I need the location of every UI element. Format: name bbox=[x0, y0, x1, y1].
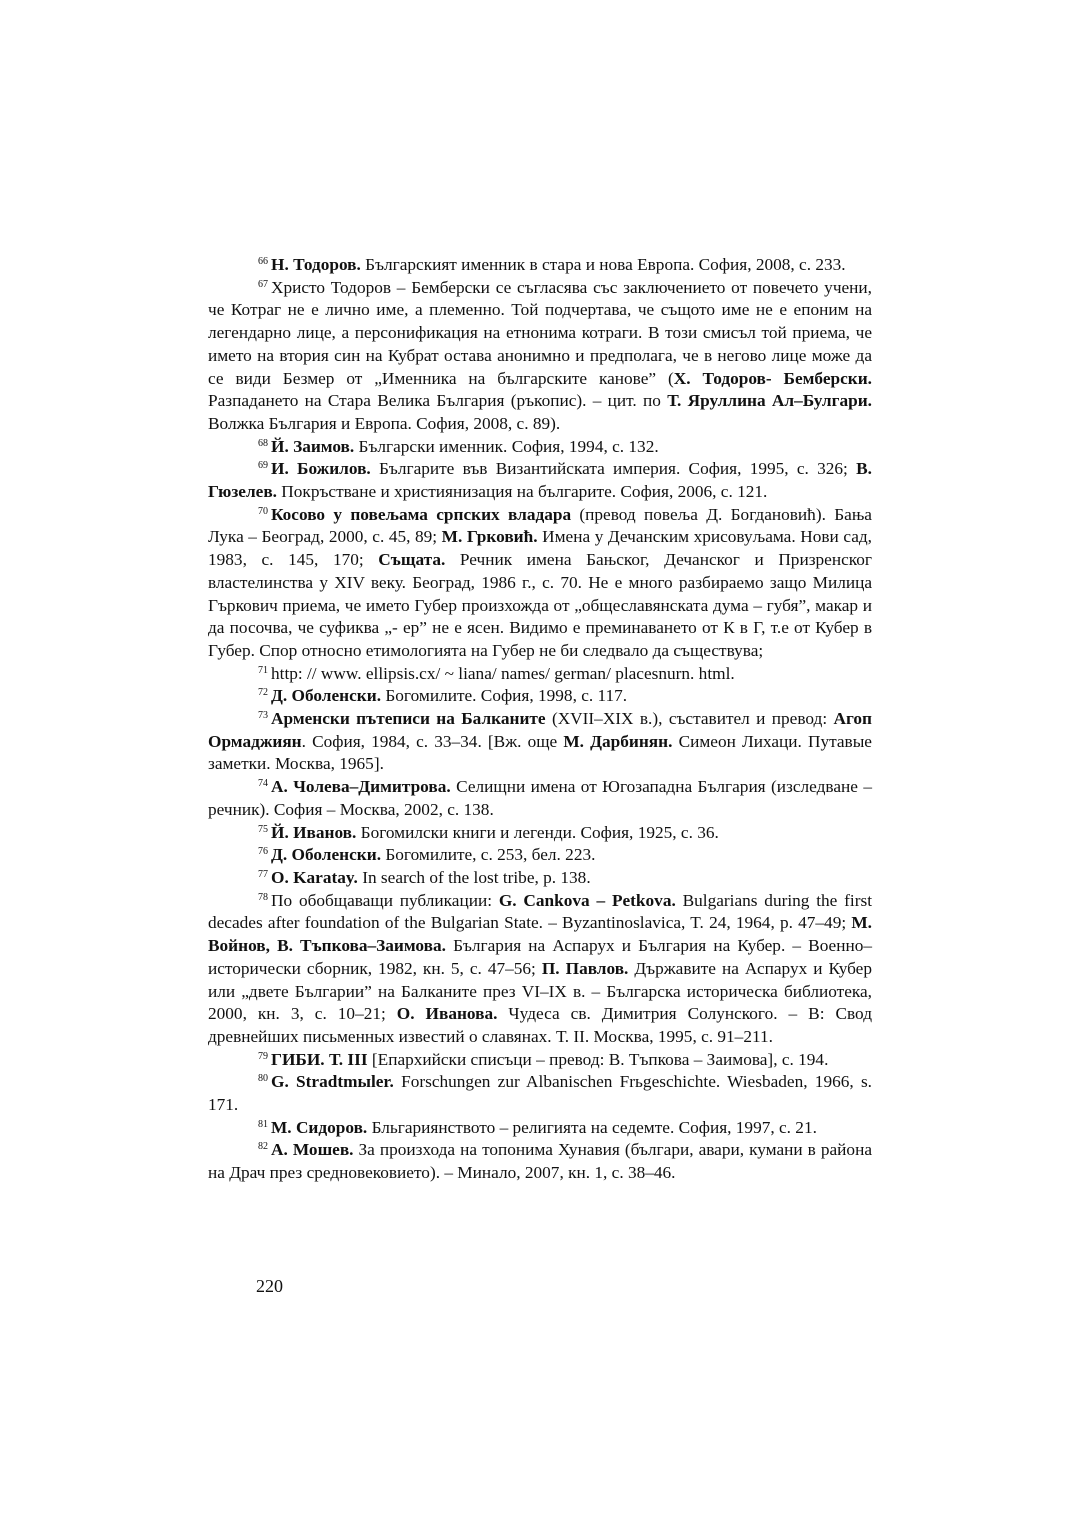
footnote-text: Forschungen zur Albanischen Frьgeschichte. Wiesbaden, 1966, s. 171. bbox=[208, 1072, 872, 1115]
footnote-77 bbox=[208, 867, 872, 890]
footnote-68 bbox=[208, 436, 872, 459]
footnote-text: Бльгариянството – религията на седемте. София, 1997, с. 21. bbox=[367, 1117, 817, 1137]
footnote-number: 66 bbox=[258, 256, 268, 267]
footnote-number: 82 bbox=[258, 1141, 268, 1153]
footnote-text: Bulgarians during the first decades after foundation of the Bulgarian State. – Byzantinoslavica, T. 24, 1964, p. 47–49; bbox=[208, 890, 873, 933]
footnote-text: Селищни имена от Югозападна България (изследване – речник). София – Москва, 2002, с. 138. bbox=[208, 777, 872, 819]
footnote-71 bbox=[208, 663, 872, 686]
footnote-72 bbox=[208, 685, 872, 708]
footnote-author: А. Мошев. bbox=[271, 1140, 354, 1160]
footnote-number: 81 bbox=[258, 1118, 268, 1130]
footnote-text: (XVII–XIX в.), съставител и превод: bbox=[545, 709, 834, 729]
footnote-text: Богомилите. София, 1998, с. 117. bbox=[381, 686, 628, 706]
footnote-text: Разпадането на Стара Велика България (ръкопис). – цит. по bbox=[208, 391, 668, 411]
footnote-author: И. Божилов. bbox=[271, 459, 371, 479]
footnote-text: Чудеса св. Димитрия Солунского. – В: Свод древнейших письменных известий о славянах. Т. II. Москва, 1995, с. 91–211. bbox=[208, 1004, 872, 1046]
footnote-text: Имена у Дечанским хрисовуљама. Нови сад, 1983, с. 145, 170; bbox=[208, 527, 873, 570]
footnote-text: Държавите на Аспарух и Кубер или „двете Българии” на Балканите през VI–IX в. – Българска историческа библиотека, 2000, кн. 3, с. 10–21; bbox=[208, 958, 872, 1024]
footnote-author: G. Stradtmыler. bbox=[271, 1072, 394, 1092]
footnote-author: ГИБИ. Т. III bbox=[271, 1049, 368, 1069]
footnote-number: 72 bbox=[258, 687, 268, 699]
footnote-number: 74 bbox=[258, 778, 268, 790]
footnote-text: България на Аспарух и България на Кубер. – Военно–исторически сборник, 1982, кн. 5, с. 47–56; bbox=[208, 936, 872, 978]
footnote-text: Богомилски книги и легенди. София, 1925, с. 36. bbox=[356, 822, 719, 842]
footnote-author: O. Karatay. bbox=[271, 867, 358, 887]
footnote-80 bbox=[208, 1071, 872, 1116]
footnote-text: Волжка България и Европа. София, 2008, с. 89). bbox=[208, 413, 561, 433]
footnote-author: А. Чолева–Димитрова. bbox=[271, 777, 451, 797]
footnote-text: Покръстване и християнизация на българите. София, 2006, с. 121. bbox=[276, 482, 768, 502]
footnote-66 bbox=[208, 254, 872, 277]
footnote-70 bbox=[208, 504, 872, 663]
footnote-text: Богомилите, с. 253, бел. 223. bbox=[381, 845, 596, 865]
footnote-number: 78 bbox=[258, 891, 268, 903]
footnote-author: Т. Яруллина Ал–Булгари. bbox=[667, 391, 873, 411]
footnote-author: Д. Оболенски. bbox=[271, 845, 382, 865]
footnote-78 bbox=[208, 890, 872, 1049]
footnote-69 bbox=[208, 458, 872, 503]
footnote-74 bbox=[208, 776, 872, 821]
footnote-number: 80 bbox=[258, 1073, 268, 1085]
footnote-text: Български именник. София, 1994, с. 132. bbox=[354, 436, 659, 456]
footnote-text: (превод повеља Д. Богдановић). Бања Лука – Београд, 2000, с. 45, 89; bbox=[208, 504, 872, 547]
footnote-number: 73 bbox=[258, 710, 268, 722]
footnote-author: G. Cankova – Petkova. bbox=[498, 890, 676, 910]
footnote-number: 71 bbox=[258, 664, 268, 676]
footnote-81 bbox=[208, 1117, 872, 1140]
footnote-author: Й. Иванов. bbox=[271, 822, 357, 842]
footnote-author: В. Гюзелев. bbox=[208, 459, 872, 502]
footnote-text: . София, 1984, с. 33–34. [Вж. още bbox=[301, 731, 564, 751]
footnote-number: 75 bbox=[258, 823, 268, 835]
footnote-text: Речник имена Бањског, Дечанског и Призренског властелинства у XIV веку. Београд, 1986 г., с. 70. Не е много разбираемо защо Милица Гъркович приема, че името Губер произхожда от „общеславянската дума – губя”, макар и да посочва, че суфиква „- ер” не е ясен. Видимо е преминаването от К в Г, т.е от Кубер в Губер. Спор относно етимологията на Губер не би следвало да съществува; bbox=[208, 550, 873, 660]
footnote-number: 69 bbox=[258, 460, 268, 472]
footnote-author: М. Сидоров. bbox=[271, 1117, 368, 1137]
footnote-author: Агоп Ормаджиян bbox=[208, 709, 872, 751]
footnote-number: 77 bbox=[258, 868, 268, 880]
footnote-number: 67 bbox=[258, 278, 268, 290]
footnote-author: М. Войнов, В. Тъпкова–Заимова. bbox=[208, 913, 872, 956]
footnote-text: Българският именник в стара и нова Европа. София, 2008, с. 233. bbox=[360, 255, 846, 274]
footnote-67 bbox=[208, 277, 872, 436]
footnote-text: По обобщаващи публикации: bbox=[271, 890, 499, 910]
footnote-author: М. Дарбинян. bbox=[563, 731, 673, 751]
footnote-number: 70 bbox=[258, 505, 268, 517]
footnote-text: Българите във Византийската империя. София, 1995, с. 326; bbox=[370, 459, 857, 479]
footnote-author: Косово у повељама српских владара bbox=[271, 504, 572, 524]
footnote-author: М. Грковић. bbox=[441, 527, 538, 547]
footnote-author: Арменски пътеписи на Балканите bbox=[271, 709, 546, 729]
footnote-76 bbox=[208, 844, 872, 867]
footnote-text: Симеон Лихаци. Путавые заметки. Москва, 1965]. bbox=[208, 731, 872, 774]
footnote-73 bbox=[208, 708, 872, 776]
footnote-number: 76 bbox=[258, 846, 268, 858]
footnote-79 bbox=[208, 1049, 872, 1072]
footnote-author: Й. Заимов. bbox=[271, 436, 355, 456]
footnote-75 bbox=[208, 822, 872, 845]
footnotes-block bbox=[208, 254, 872, 1185]
footnote-number: 79 bbox=[258, 1050, 268, 1062]
page-number: 220 bbox=[256, 1276, 283, 1296]
footnote-number: 68 bbox=[258, 437, 268, 449]
footnote-82 bbox=[208, 1139, 872, 1184]
footnote-text: [Епархийски списъци – превод: В. Тъпкова – Заимова], с. 194. bbox=[367, 1049, 829, 1069]
footnote-author: П. Павлов. bbox=[541, 958, 629, 978]
footnote-author: Х. Тодоров- Бемберски. bbox=[673, 368, 873, 388]
footnote-text: http: // www. ellipsis.cx/ ~ liana/ names/ german/ placesnurn. html. bbox=[271, 663, 735, 683]
footnote-text: In search of the lost tribe, p. 138. bbox=[357, 867, 591, 887]
footnote-author: Н. Тодоров. bbox=[271, 255, 361, 274]
footnote-text: За произхода на топонима Хунавия (българи, авари, кумани в района на Драч през средновековието). – Минало, 2007, кн. 1, с. 38–46. bbox=[208, 1140, 872, 1183]
footnote-text: Христо Тодоров – Бемберски се съгласява със заключението от повечето учени, че Котраг не е лично име, а племенно. Той подчертава, че същото име не е епоним на легендарно лице, а персонификация на етнонима котраги. В този смисъл той приема, че името на втория син на Кубрат остава анонимно и предполага, че в негово лице може да се види Безмер от „Именника на българските канове” ( bbox=[208, 277, 872, 388]
footnote-author: Д. Оболенски. bbox=[271, 686, 382, 706]
footnote-author: Същата. bbox=[378, 550, 446, 570]
footnote-author: О. Иванова. bbox=[396, 1004, 498, 1024]
